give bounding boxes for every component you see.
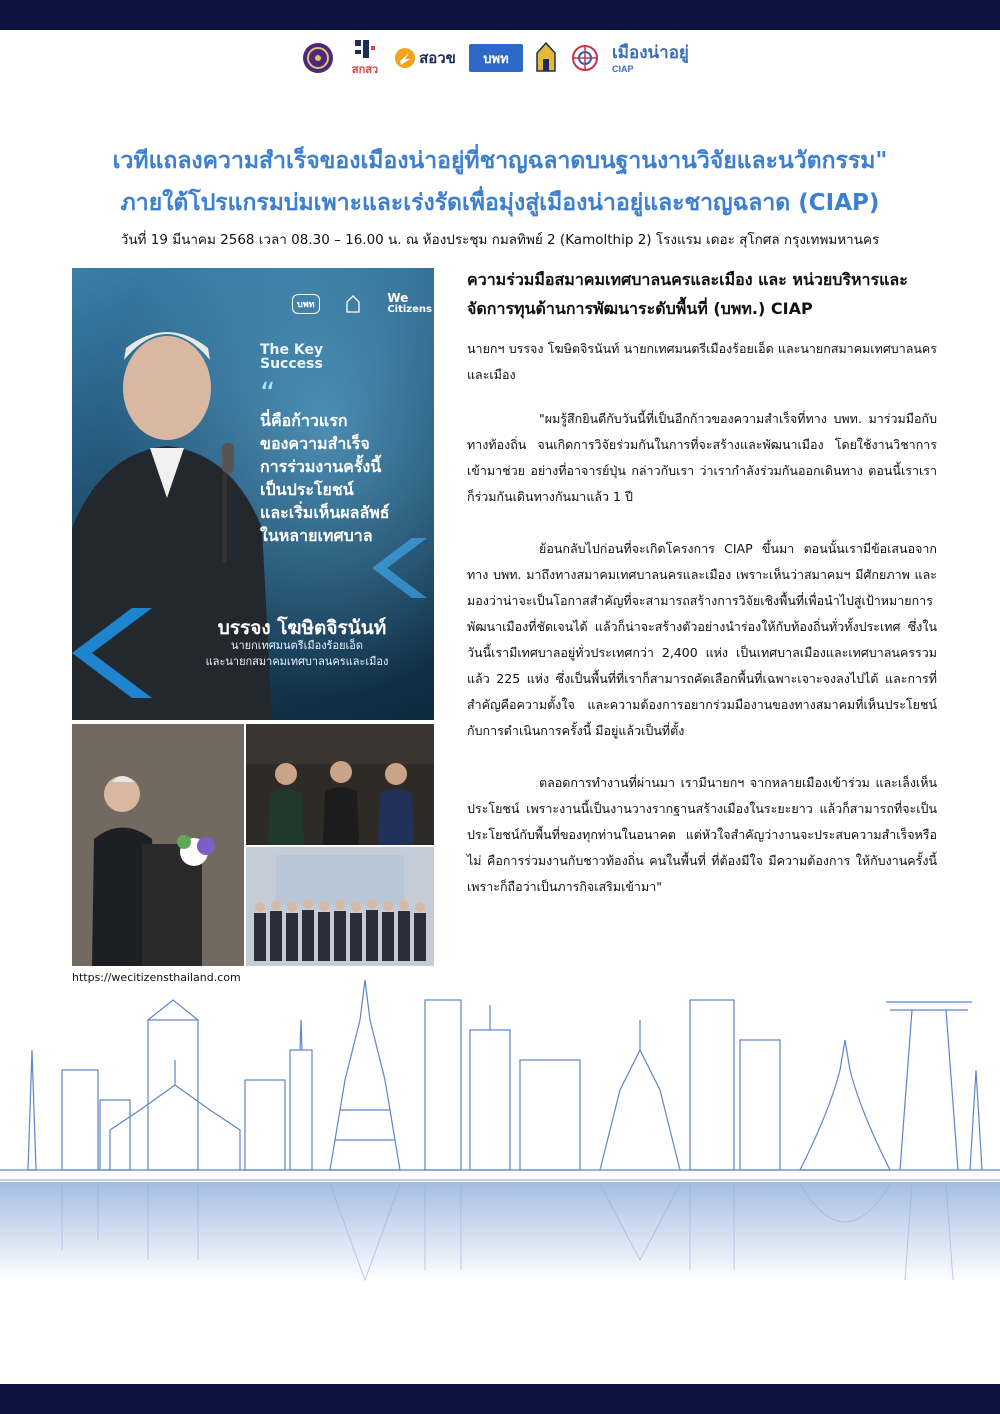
building-seal-icon (533, 38, 559, 78)
bpt-text: บพท (483, 51, 509, 67)
hero-quote-line: นี่คือก้าวแรก (260, 411, 348, 430)
sksv-logo (347, 38, 383, 78)
speaker-role-line2: และนายกสมาคมเทศบาลนครและเมือง (205, 655, 389, 668)
source-url: https://wecitizensthailand.com (72, 971, 241, 984)
hero-quote-line: เป็นประโยชน์ (260, 480, 354, 499)
sksv-text: สกสว (351, 63, 379, 76)
speaker-name: บรรจง โฆษิตจิรนันท์ (217, 617, 387, 639)
hero-quote-block (260, 343, 430, 547)
sowap-text: สอวข (419, 49, 456, 67)
sowap-mark-icon (394, 47, 416, 69)
quote-mark: “ (260, 377, 276, 412)
svg-text:CIAP: CIAP (612, 64, 634, 73)
bpt-logo (467, 38, 525, 78)
photo-speaker-podium (72, 724, 244, 966)
hero-bpt-logo: บพท (292, 294, 320, 314)
hero-partner-logos (292, 292, 432, 316)
article-heading-line2: จัดการทุนด้านการพัฒนาระดับพื้นที่ (บพท.) CIAP (467, 299, 813, 318)
hero-image (72, 268, 434, 720)
we-citizens-logo-line2: Citizens (387, 304, 432, 315)
key-success-line1: The Key (260, 342, 324, 358)
we-citizens-logo-line1: We (387, 291, 409, 305)
municipal-league-icon (570, 38, 600, 78)
article-heading-line1: ความร่วมมือสมาคมเทศบาลนครและเมือง และ หน่วยบริหารและ (467, 270, 908, 289)
speaker-role-line1: นายกเทศมนตรีเมืองร้อยเอ็ด (230, 639, 364, 652)
ciap-logo (612, 38, 704, 78)
article-paragraph-1: "ผมรู้สึกยินดีกับวันนี้ที่เป็นอีกก้าวของความสำเร็จที่ทาง บพท. มาร่วมมือกับทางท้องถิ่น จนเกิดการวิจัยร่วมกันในการที่จะสร้างและพัฒนาเมือง โดยใช้งานวิชาการเข้ามาช่วย อย่างที่อาจารย์ปุ่น กล่าวกับเรา ว่าเรากำลังร่วมกันออกเดินทาง ตอนนี้เราเราก็ร่วมกันเดินทางกันมาแล้ว 1 ปี (467, 411, 937, 504)
hero-quote-line: ของความสำเร็จ (260, 434, 370, 453)
photo-group-picture (246, 847, 434, 966)
bangkok-skyline-icon (0, 960, 1000, 1290)
panel-discussion-icon (246, 724, 434, 845)
we-citizens-logo (387, 292, 432, 316)
sksv-mark-icon (353, 38, 377, 60)
article-body (467, 265, 937, 900)
speaker-role (162, 638, 432, 670)
key-success-line2: Success (260, 356, 323, 372)
partner-logos (0, 38, 1000, 84)
page-title-line1: เวทีแถลงความสำเร็จของเมืองน่าอยู่ที่ชาญฉลาดบนฐานงานวิจัยและนวัตกรรม" (112, 148, 888, 174)
university-seal-icon (300, 38, 336, 78)
article-paragraph-2: ย้อนกลับไปก่อนที่จะเกิดโครงการ CIAP ขึ้นมา ตอนนั้นเรามีข้อเสนอจากทาง บพท. มาถึงทางสมาคมเทศบาลนครและเมือง เพราะเห็นว่าสมาคมฯ มีศักยภาพ และมองว่าน่าจะเป็นโอกาสสำคัญที่จะสามารถสร้างการวิจัยเชิงพื้นที่เพื่อนำไปสู่เป้าหมายการพัฒนาเมืองที่ชัดเจนได้ แล้วก็น่าจะสร้างตัวอย่างนำร่องให้กับท้องถิ่นทั่วทั้งประเทศ ซึ่งในวันนี้เรามีเทศบาลอยู่ทั่วประเทศกว่า 2,400 แห่ง เป็นเทศบาลเมืองและเทศบาลนครรวมแล้ว 225 แห่ง ซึ่งเป็นพื้นที่ที่เราก็สามารถคัดเลือกพื้นที่เฉพาะเจาะจงลงไปได้ และการที่สำคัญคือความตั้งใจ และความต้องการอยากร่วมมืองานของทางสมาคมที่เห็นประโยชน์กับการดำเนินการครั้งนี้ มีอยู่แล้วเป็นที่ตั้ง (467, 541, 937, 738)
top-band (0, 0, 1000, 30)
hero-quote-line: การร่วมงานครั้งนี้ (260, 457, 382, 476)
photo-panel-discussion (246, 724, 434, 845)
hero-quote-line: ในหลายเทศบาล (260, 526, 373, 545)
hero-quote-line: และเริ่มเห็นผลลัพธ์ (260, 503, 390, 522)
sowap-logo (390, 38, 460, 78)
article-intro: นายกฯ บรรจง โฆษิตจิรนันท์ นายกเทศมนตรีเมืองร้อยเอ็ด และนายกสมาคมเทศบาลนครและเมือง (467, 341, 937, 382)
group-picture-icon (246, 847, 434, 966)
bottom-band (0, 1384, 1000, 1414)
page-title-line2: ภายใต้โปรแกรมบ่มเพาะและเร่งรัดเพื่อมุ่งสู่เมืองน่าอยู่และชาญฉลาด (CIAP) (120, 190, 880, 216)
event-dateline: วันที่ 19 มีนาคม 2568 เวลา 08.30 – 16.00 น. ณ ห้องประชุม กมลทิพย์ 2 (Kamolthip 2) โรงแรม เดอะ สุโกศล กรุงเทพมหานคร (120, 232, 880, 248)
speaker-podium-icon (72, 724, 244, 966)
ciap-logo-text: เมืองน่าอยู่ (612, 43, 689, 63)
ciap-mark-icon (612, 63, 652, 73)
article-paragraph-3: ตลอดการทำงานที่ผ่านมา เรามีนายกฯ จากหลายเมืองเข้าร่วม และเล็งเห็นประโยชน์ เพราะงานนี้เป็นงานวางรากฐานสร้างเมืองในระยะยาว แล้วก็สามารถที่จะเป็นประโยชน์กับพื้นที่ของทุกท่านในอนาคต แต่หัวใจสำคัญว่างานจะประสบความสำเร็จหรือไม่ คือการร่วมงานกับชาวท้องถิ่น คนในพื้นที่ ที่ต้องมีใจ มีความต้องการ ให้กับงานครั้งนี้เพราะก็ถือว่าเป็นภารกิจเสริมเข้ามา" (467, 775, 937, 894)
hero-seal-icon (346, 295, 360, 313)
